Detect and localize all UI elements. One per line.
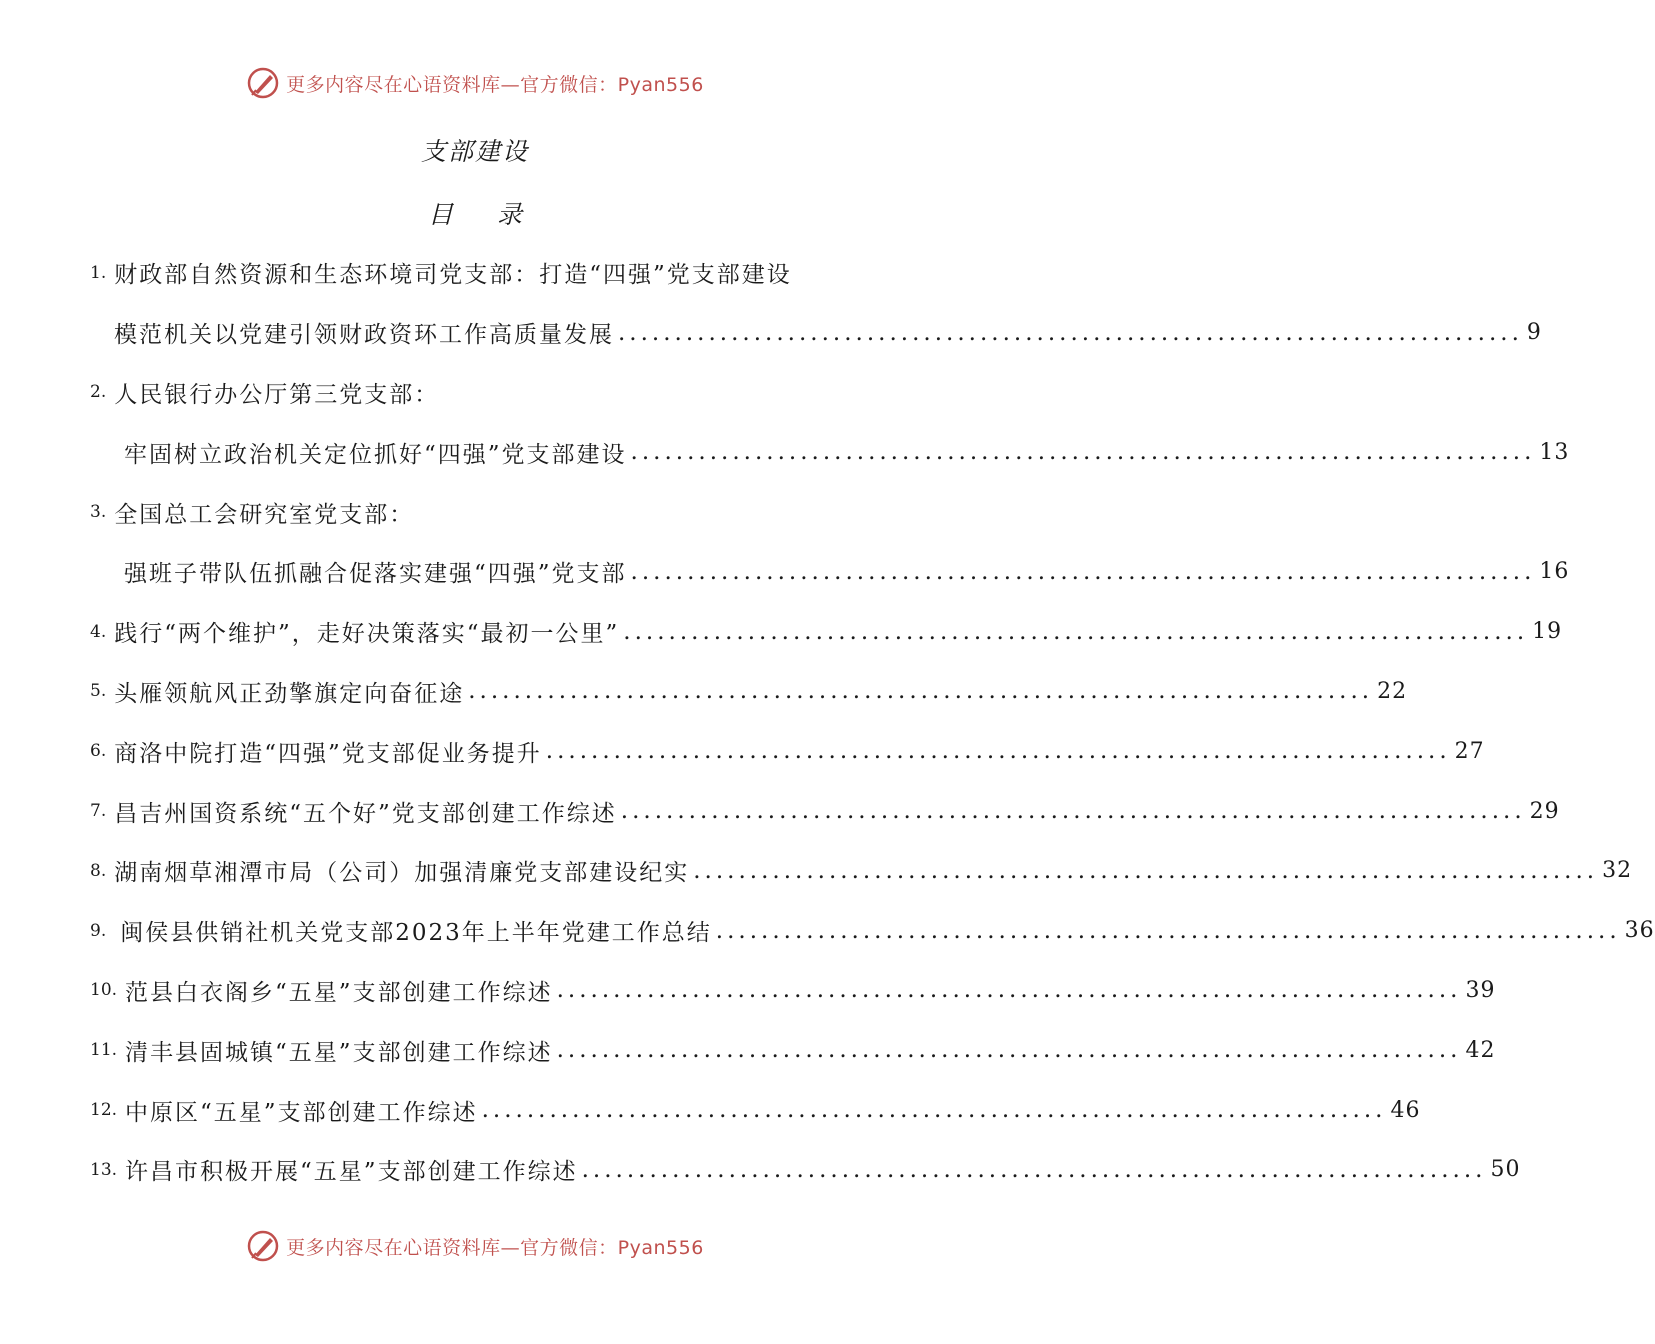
toc-entry-title: 践行“两个维护”，走好决策落实“最初一公里”: [114, 621, 620, 648]
toc-dot-leader: ................................................................................: [623, 618, 1529, 645]
toc-entry-page: 36: [1624, 918, 1655, 944]
toc-entry-page: 27: [1454, 738, 1485, 764]
toc-dot-leader: ................................................................................: [545, 738, 1451, 765]
toc-entry-12[interactable]: [90, 1080, 1421, 1140]
toc-dot-leader: ................................................................................: [630, 439, 1536, 466]
toc-entry-2-continued[interactable]: [90, 422, 1570, 482]
toc-entry-page: 32: [1602, 858, 1633, 884]
header-watermark: [0, 63, 950, 103]
toc-entry-11[interactable]: [90, 1020, 1496, 1080]
toc-entry-8[interactable]: [90, 841, 1633, 901]
quill-pen-logo-icon: [246, 66, 280, 100]
toc-dot-leader: ................................................................................: [630, 558, 1536, 585]
toc-heading: [0, 195, 950, 231]
toc-entry-number: 12.: [90, 1100, 118, 1121]
toc-entry-title: 湖南烟草湘潭市局（公司）加强清廉党支部建设纪实: [114, 860, 690, 887]
toc-entry-title: 许昌市积极开展“五星”支部创建工作综述: [125, 1159, 578, 1186]
toc-entry-page: 29: [1529, 798, 1560, 824]
toc-entry-number: 4.: [90, 621, 107, 642]
toc-dot-leader: ................................................................................: [556, 1037, 1462, 1064]
toc-dot-leader: ................................................................................: [556, 977, 1462, 1004]
toc-entry-number: 2.: [90, 382, 107, 403]
toc-entry-4[interactable]: [90, 602, 1563, 662]
toc-entry-title-continued: 强班子带队伍抓融合促落实建强“四强”党支部: [124, 561, 627, 588]
watermark-text: 更多内容尽在心语资料库—官方微信：Pyan556: [286, 1236, 704, 1259]
toc-entry-page: 13: [1539, 439, 1570, 465]
toc-entry-5[interactable]: [90, 662, 1408, 722]
quill-pen-logo-icon: [246, 1229, 280, 1263]
document-title: 支部建设: [420, 137, 529, 166]
toc-heading-left: 目: [427, 200, 453, 229]
toc-entry-number: 10.: [90, 980, 118, 1001]
toc-entry-title: 商洛中院打造“四强”党支部促业务提升: [114, 740, 542, 767]
toc-entry-page: 39: [1465, 977, 1496, 1003]
toc-entry-number: 9.: [90, 920, 107, 941]
toc-entry-10[interactable]: [90, 961, 1496, 1021]
toc-entry-title: 范县白衣阁乡“五星”支部创建工作综述: [125, 979, 553, 1006]
toc-entry-2[interactable]: [90, 363, 862, 423]
toc-entry-number: 7.: [90, 801, 107, 822]
toc-entry-title: 财政部自然资源和生态环境司党支部：打造“四强”党支部建设: [114, 262, 792, 289]
toc-dot-leader: ................................................................................: [618, 319, 1523, 346]
toc-entry-title-continued: 模范机关以党建引领财政资环工作高质量发展: [114, 322, 614, 349]
toc-entry-title: 昌吉州国资系统“五个好”党支部创建工作综述: [114, 800, 617, 827]
toc-entry-number: 8.: [90, 860, 107, 881]
toc-dot-leader: ................................................................................: [693, 857, 1599, 884]
toc-entry-title: 中原区“五星”支部创建工作综述: [125, 1099, 478, 1126]
toc-entry-1[interactable]: [90, 243, 862, 303]
watermark-text: 更多内容尽在心语资料库—官方微信：Pyan556: [286, 73, 704, 96]
toc-dot-leader: ................................................................................: [715, 917, 1621, 944]
toc-entry-3[interactable]: [90, 482, 862, 542]
toc-entry-title: 闽侯县供销社机关党支部2023年上半年党建工作总结: [120, 920, 712, 947]
toc-entry-3-continued[interactable]: [90, 542, 1570, 602]
toc-entry-number: 5.: [90, 681, 107, 702]
toc-entry-13[interactable]: [90, 1140, 1521, 1200]
toc-entry-page: 9: [1526, 320, 1542, 346]
toc-entry-page: 50: [1490, 1157, 1521, 1183]
toc-entry-number: 13.: [90, 1159, 118, 1180]
toc-entry-page: 46: [1390, 1097, 1421, 1123]
toc-dot-leader: ................................................................................: [581, 1156, 1487, 1183]
toc-entry-title: 人民银行办公厅第三党支部：: [114, 381, 440, 408]
toc-entry-page: 19: [1532, 619, 1563, 645]
toc-entry-title-continued: 牢固树立政治机关定位抓好“四强”党支部建设: [124, 441, 627, 468]
toc-entry-number: 6.: [90, 741, 107, 762]
toc-entry-number: 11.: [90, 1040, 118, 1061]
toc-entry-page: 16: [1539, 559, 1570, 585]
toc-entry-title: 清丰县固城镇“五星”支部创建工作综述: [125, 1039, 553, 1066]
toc-entry-1-continued[interactable]: [90, 303, 1542, 363]
toc-entry-title: 头雁领航风正劲擎旗定向奋征途: [114, 680, 465, 707]
toc-dot-leader: ................................................................................: [481, 1097, 1387, 1124]
toc-dot-leader: ................................................................................: [468, 678, 1374, 705]
toc-entry-number: 3.: [90, 502, 107, 523]
toc-entry-page: 22: [1377, 678, 1408, 704]
toc-entry-page: 42: [1465, 1037, 1496, 1063]
toc-entry-7[interactable]: [90, 781, 1560, 841]
toc-entry-title: 全国总工会研究室党支部：: [114, 501, 415, 528]
table-of-contents: [90, 243, 1655, 1200]
toc-heading-right: 录: [497, 200, 523, 229]
toc-dot-leader: ................................................................................: [620, 798, 1526, 825]
toc-entry-6[interactable]: [90, 721, 1485, 781]
toc-entry-9[interactable]: [90, 901, 1655, 961]
footer-watermark: [0, 1226, 950, 1266]
toc-entry-number: 1.: [90, 262, 107, 283]
